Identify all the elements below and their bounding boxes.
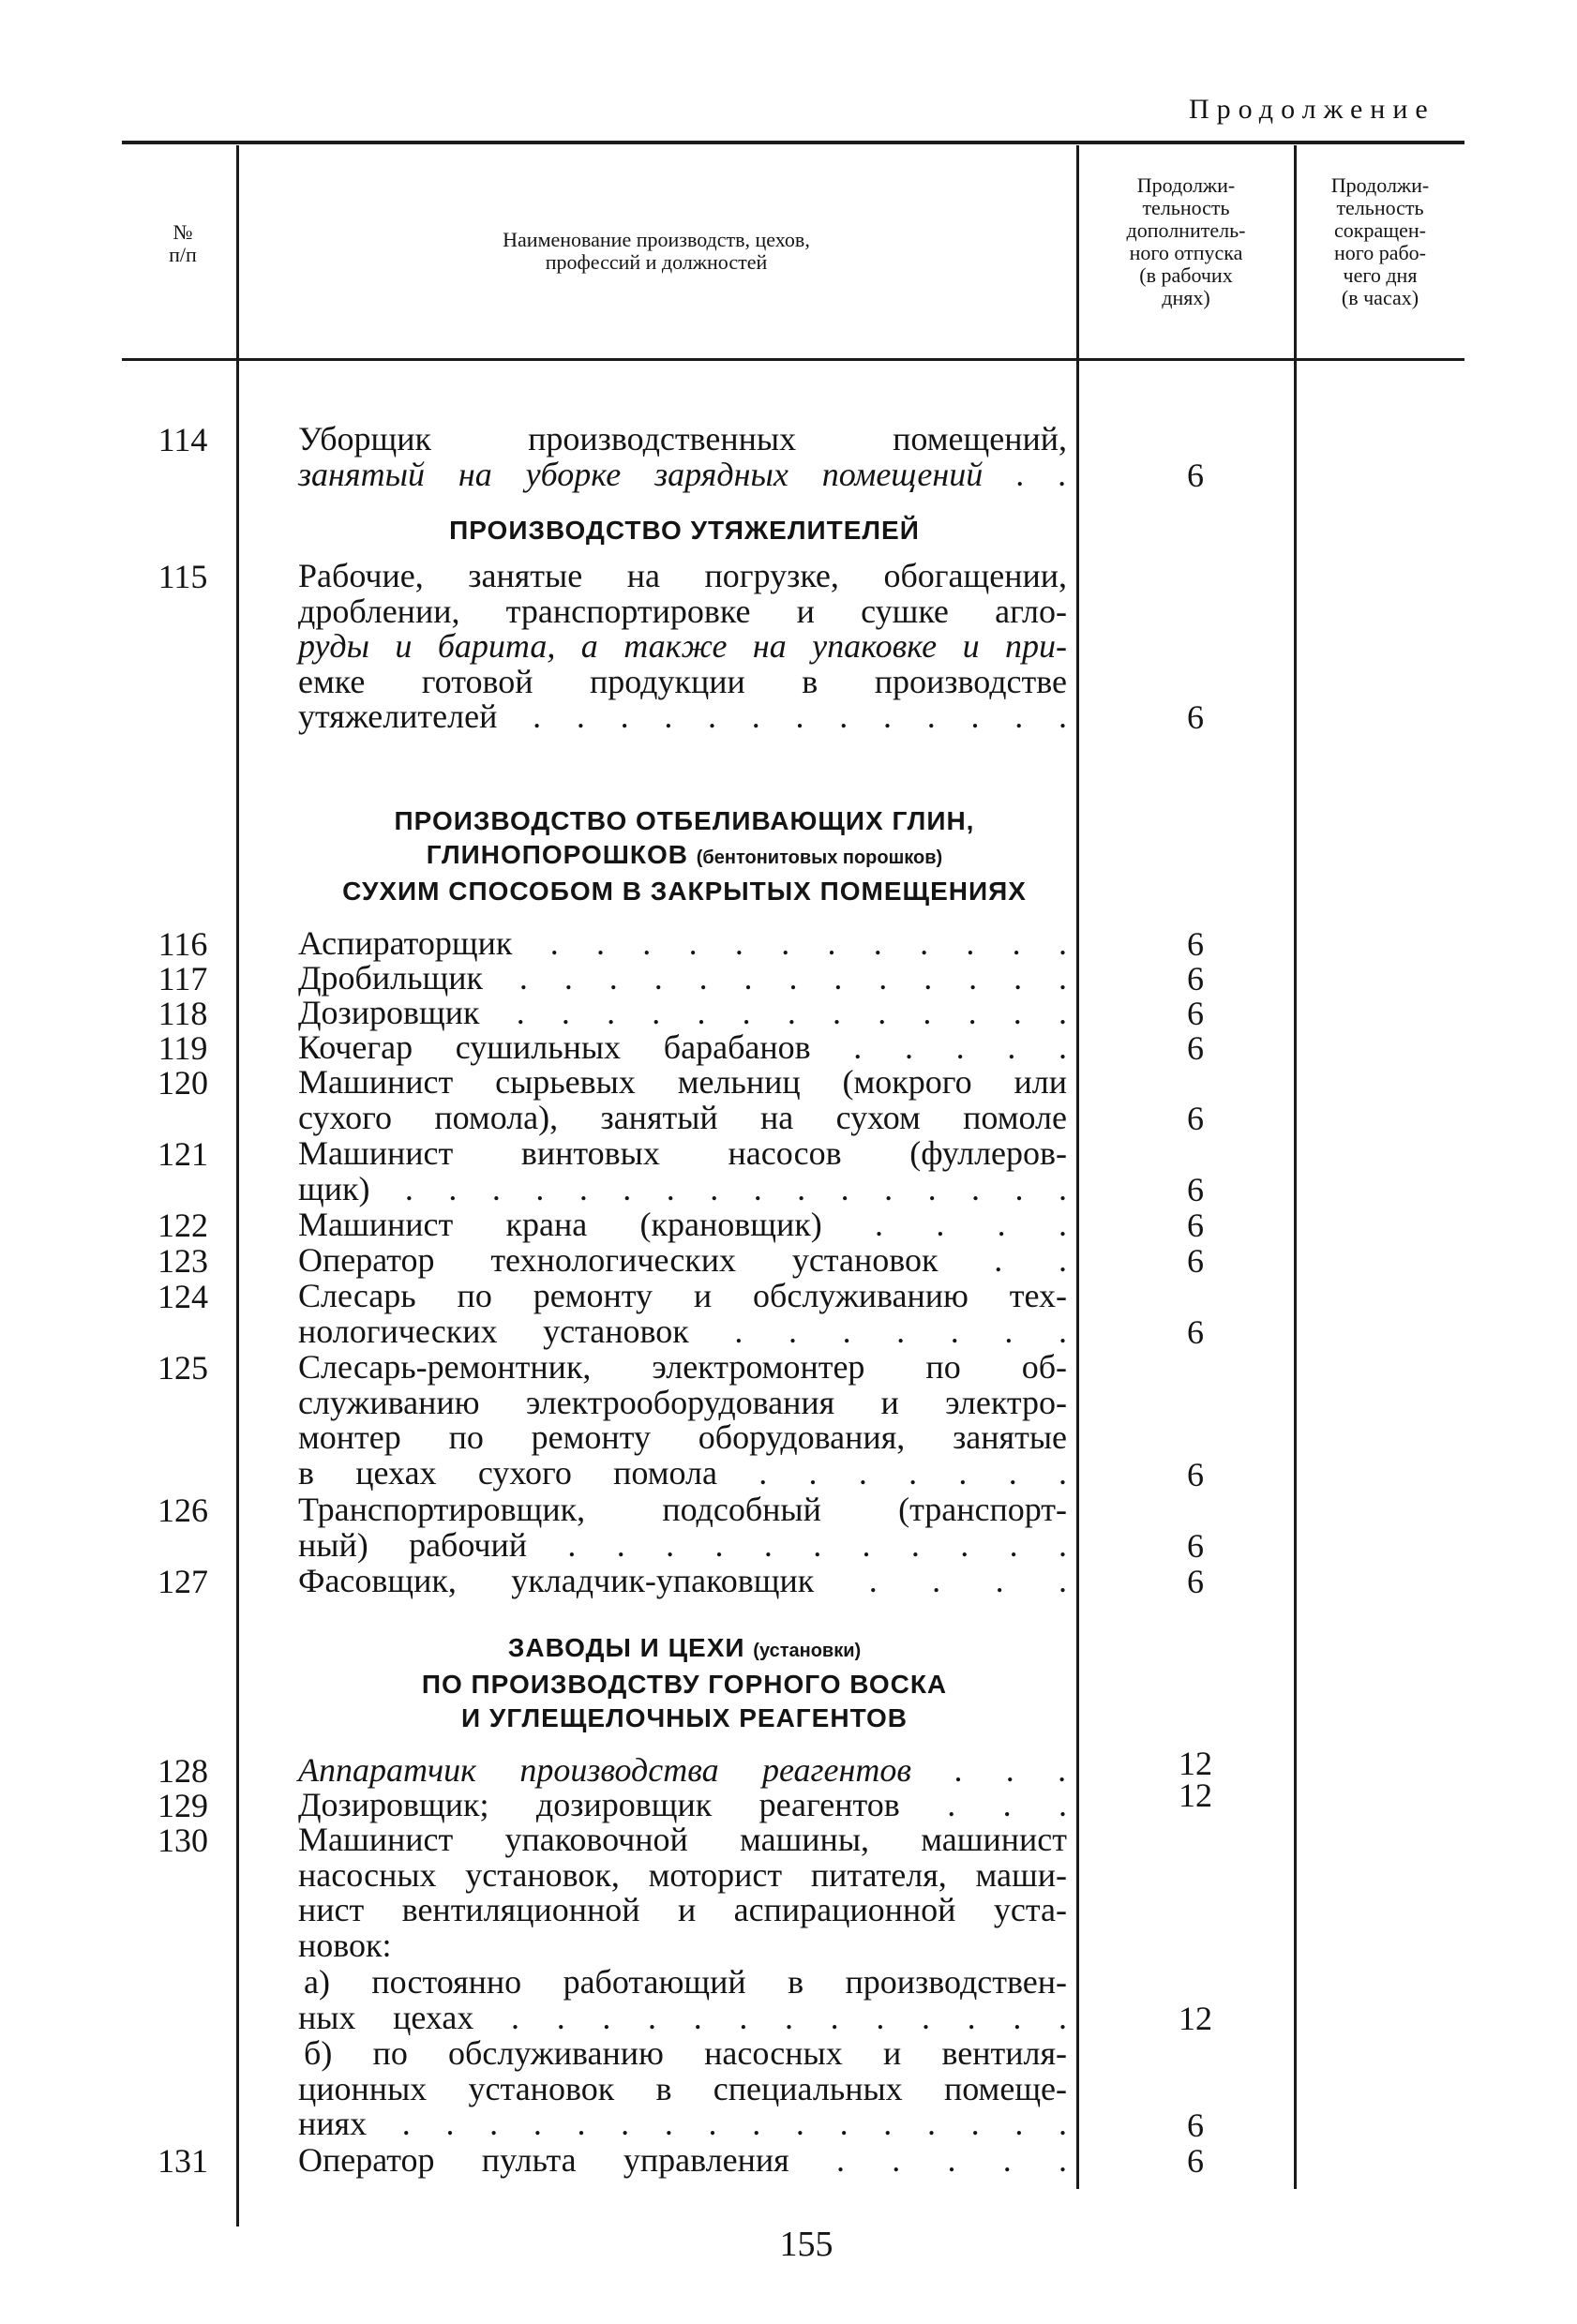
row-number: 127	[158, 1563, 208, 1600]
row-number: 129	[158, 1787, 208, 1824]
row-number: 114	[158, 421, 208, 458]
row-name: Транспортировщик, подсобный (транспорт- ный) рабочий . . . . . . . . . . .	[298, 1491, 1067, 1564]
row-number: 123	[158, 1242, 208, 1280]
row-name: Дозировщик . . . . . . . . . . . . .	[298, 994, 1067, 1031]
table-top-rule	[122, 141, 1464, 144]
row-leave-value: 6	[1187, 995, 1204, 1032]
column-divider-1	[236, 145, 239, 2227]
row-number: 120	[158, 1064, 208, 1102]
continuation-label: Продолжение	[1189, 94, 1435, 125]
row-leave-value: 6	[1187, 960, 1204, 997]
column-divider-2	[1076, 145, 1079, 2189]
row-name: Оператор пульта управления . . . . .	[298, 2141, 1067, 2179]
row-name: Машинист крана (крановщик) . . . .	[298, 1206, 1067, 1243]
row-number: 131	[158, 2142, 208, 2180]
row-number: 119	[158, 1029, 208, 1067]
row-number: 118	[158, 995, 208, 1032]
row-leave-value: 12	[1179, 1777, 1212, 1814]
row-name: Рабочие, занятые на погрузке, обогащении, дроблении, транспортировке и сушке агло- руды и барита, а также на упаковке и при- емке готовой продукции в производстве утяжелителей . . . . . . . . . . . . .	[298, 557, 1067, 735]
row-number: 117	[158, 960, 208, 997]
row-leave-value: 6	[1187, 1527, 1204, 1565]
row-leave-value: 6	[1187, 1207, 1204, 1244]
row-name: Аспираторщик . . . . . . . . . . . .	[298, 924, 1067, 962]
row-name: Оператор технологических установок . .	[298, 1241, 1067, 1279]
row-name: Слесарь-ремонтник, электромонтер по об- служиванию электрооборудования и электро- монтер по ремонту оборудования, занятые в цехах сухого помола . . . . . . .	[298, 1348, 1067, 1492]
section-heading: ЗАВОДЫ И ЦЕХИ (установки) ПО ПРОИЗВОДСТВУ ГОРНОГО ВОСКА И УГЛЕЩЕЛОЧНЫХ РЕАГЕНТОВ	[421, 1633, 948, 1732]
row-name: Дробильщик . . . . . . . . . . . . .	[298, 959, 1067, 997]
row-number: 115	[158, 558, 208, 595]
row-number: 126	[158, 1492, 208, 1529]
row-leave-value: 6	[1187, 1563, 1204, 1600]
row-number: 130	[158, 1822, 208, 1859]
section-heading: ПРОИЗВОДСТВО УТЯЖЕЛИТЕЛЕЙ	[449, 516, 920, 545]
row-name: Уборщик производственных помещений, занятый на уборке зарядных помещений . .	[298, 420, 1067, 493]
row-name: Кочегар сушильных барабанов . . . . .	[298, 1028, 1067, 1066]
row-number: 125	[158, 1349, 208, 1387]
row-number: 116	[158, 925, 208, 963]
header-bottom-rule	[122, 358, 1464, 361]
row-name: Дозировщик; дозировщик реагентов . . .	[298, 1786, 1067, 1823]
row-name: Слесарь по ремонту и обслуживанию тех- нологических установок . . . . . . .	[298, 1277, 1067, 1350]
row-name: Фасовщик, укладчик-упаковщик . . . .	[298, 1562, 1067, 1599]
row-number: 124	[158, 1278, 208, 1315]
row-leave-value: 6	[1187, 1313, 1204, 1351]
row-name: Машинист сырьевых мельниц (мокрого или сухого помола), занятый на сухом помоле	[298, 1063, 1067, 1136]
row-leave-value: 6	[1187, 698, 1204, 736]
header-col-name: Наименование производств, цехов, профессий и должностей	[503, 228, 810, 274]
row-name: Машинист винтовых насосов (фуллеров- щик) . . . . . . . . . . . . . . . .	[298, 1134, 1067, 1207]
section-heading: ПРОИЗВОДСТВО ОТБЕЛИВАЮЩИХ ГЛИН, ГЛИНОПОРОШКОВ (бентонитовых порошков) СУХИМ СПОСОБОМ В ЗАКРЫТЫХ ПОМЕЩЕНИЯХ	[342, 806, 1027, 906]
row-subitem-name: а) постоянно работающий в производствен- ных цехах . . . . . . . . . . . . .	[298, 1963, 1067, 2036]
header-col-number: № п/п	[169, 220, 197, 266]
row-name: Машинист упаковочной машины, машинист насосных установок, моторист питателя, маши- нист вентиляционной и аспирационной уста- новок:	[298, 1821, 1067, 1964]
header-col-day: Продолжи- тельность сокращен- ного рабо- чего дня (в часах)	[1330, 173, 1430, 309]
column-divider-3	[1294, 145, 1297, 2189]
row-leave-value: 12	[1179, 1745, 1212, 1782]
row-leave-value: 6	[1187, 1029, 1204, 1067]
page-number: 155	[779, 2225, 834, 2264]
row-leave-value: 6	[1187, 1456, 1204, 1493]
row-number: 128	[158, 1752, 208, 1790]
row-leave-value: 6	[1187, 1242, 1204, 1280]
row-name: Аппаратчик производства реагентов . . .	[298, 1751, 1067, 1789]
row-leave-value: 6	[1187, 925, 1204, 963]
row-leave-value: 6	[1187, 2142, 1204, 2180]
row-number: 121	[158, 1135, 208, 1173]
header-col-leave: Продолжи- тельность дополнитель- ного отпуска (в рабочих днях)	[1126, 173, 1246, 309]
row-leave-value: 6	[1187, 1171, 1204, 1208]
row-leave-value: 6	[1187, 457, 1204, 494]
row-leave-value: 6	[1187, 2107, 1204, 2144]
row-number: 122	[158, 1207, 208, 1244]
row-leave-value: 6	[1187, 1100, 1204, 1137]
row-subitem-name: б) по обслуживанию насосных и вентиля- ционных установок в специальных помеще- ниях . . . . . . . . . . . . . . . .	[298, 2034, 1067, 2142]
row-leave-value: 12	[1179, 2000, 1212, 2037]
